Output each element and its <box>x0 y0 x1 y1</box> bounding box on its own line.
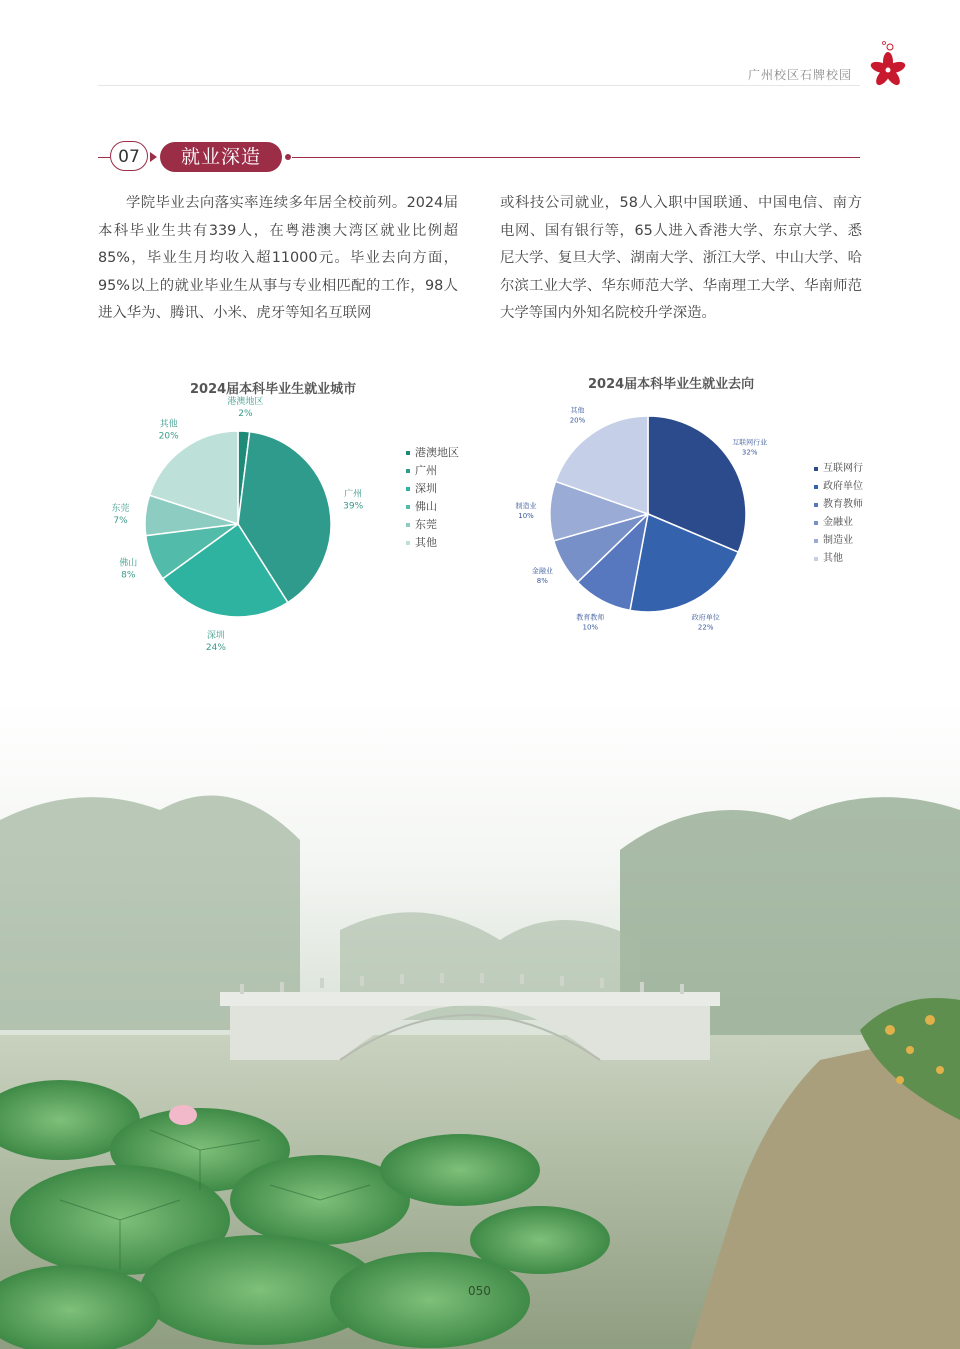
chart-1-slice-value-5: 20% <box>158 431 179 442</box>
chart-2-slice-label-2: 教育教师 <box>576 613 605 622</box>
chart-1-legend-item <box>406 498 459 516</box>
chart-2-slice-label-0: 互联网行业 <box>732 438 768 447</box>
legend-swatch <box>814 539 818 543</box>
legend-label: 佛山 <box>415 500 437 513</box>
legend-label: 港澳地区 <box>415 446 459 459</box>
chart-1-slice-label-2: 深圳 <box>206 630 225 641</box>
body-text-right: 或科技公司就业，58人入职中国联通、中国电信、南方电网、国有银行等，65人进入香港大学、东京大学、悉尼大学、复旦大学、湖南大学、浙江大学、中山大学、哈尔滨工业大学、华东师范大学、华南理工大学、华南师范大学等国内外知名院校升学深造。 <box>500 195 862 321</box>
legend-label: 教育教师 <box>823 499 863 510</box>
chart-1-slice-label-1: 广州 <box>344 489 363 500</box>
chart-2-legend-item <box>814 532 863 550</box>
chart-2-slice-value-2: 10% <box>582 623 599 632</box>
chart-1-slice-label-3: 佛山 <box>119 558 138 569</box>
chart-2-slice-label-5: 其他 <box>570 406 585 415</box>
section-number: 07 <box>110 141 148 171</box>
legend-label: 政府单位 <box>823 481 863 492</box>
chart-2-slice-value-1: 22% <box>697 623 714 632</box>
legend-swatch <box>406 523 410 527</box>
legend-label: 其他 <box>823 553 843 564</box>
chart-2-legend-item <box>814 460 863 478</box>
chart-2-slice-value-3: 8% <box>536 577 548 585</box>
legend-swatch <box>406 505 410 509</box>
chart-2-slice-value-0: 32% <box>741 448 758 457</box>
legend-label: 互联网行 <box>823 463 863 474</box>
legend-label: 制造业 <box>823 535 853 546</box>
legend-label: 金融业 <box>823 517 853 528</box>
chart-1-slice-value-3: 8% <box>121 570 136 581</box>
chart-2-slice-value-4: 10% <box>518 512 534 521</box>
chart-2-slice-value-5: 20% <box>569 416 586 425</box>
chart-1-legend-item <box>406 444 459 462</box>
chart-1-slice-value-4: 7% <box>113 515 128 526</box>
chart-1-legend-item <box>406 462 459 480</box>
chart-1-slice-value-1: 39% <box>343 501 364 512</box>
legend-swatch <box>406 451 410 455</box>
chart-1-slice-value-2: 24% <box>205 642 226 653</box>
chart-2-legend-item <box>814 514 863 532</box>
legend-swatch <box>814 485 818 489</box>
chart-2-slice-label-3: 金融业 <box>531 567 553 575</box>
chart-1-slice-label-4: 东莞 <box>111 503 130 514</box>
chart-1-slice-label-0: 港澳地区 <box>227 397 264 408</box>
chart-1-slice-label-5: 其他 <box>159 419 178 430</box>
chart-2-title: 2024届本科毕业生就业去向 <box>588 377 755 392</box>
legend-swatch <box>814 503 818 507</box>
legend-label: 深圳 <box>415 482 437 495</box>
page-number: 050 <box>468 1284 491 1298</box>
chart-2-legend <box>814 460 863 568</box>
legend-swatch <box>814 557 818 561</box>
chart-1-title: 2024届本科毕业生就业城市 <box>190 382 357 397</box>
legend-swatch <box>814 521 818 525</box>
section-title: 就业深造 <box>160 142 282 172</box>
legend-swatch <box>814 467 818 471</box>
legend-label: 其他 <box>415 536 437 549</box>
chart-1-legend-item <box>406 480 459 498</box>
chart-1-legend-item <box>406 516 459 534</box>
chart-2-legend-item <box>814 478 863 496</box>
body-text-left: 学院毕业去向落实率连续多年居全校前列。2024届本科毕业生共有339人，在粤港澳大湾区就业比例超85%，毕业生月均收入超11000元。毕业去向方面，95%以上的就业毕业生从事与专业相匹配的工作，98人进入华为、腾讯、小米、虎牙等知名互联网 <box>98 195 458 321</box>
legend-swatch <box>406 487 410 491</box>
legend-swatch <box>406 469 410 473</box>
chart-2-slice-label-1: 政府单位 <box>691 613 720 622</box>
chart-2-legend-item <box>814 550 863 568</box>
chart-1-legend-item <box>406 534 459 552</box>
legend-label: 广州 <box>415 464 437 477</box>
chart-1-legend <box>406 444 459 552</box>
chart-1-slice-value-0: 2% <box>238 409 253 420</box>
legend-label: 东莞 <box>415 518 437 531</box>
chart-2-legend-item <box>814 496 863 514</box>
legend-swatch <box>406 541 410 545</box>
campus-photo <box>0 700 960 1349</box>
chart-2-slice-label-4: 制造业 <box>515 502 537 511</box>
header-title: 广州校区石牌校园 <box>748 68 853 82</box>
